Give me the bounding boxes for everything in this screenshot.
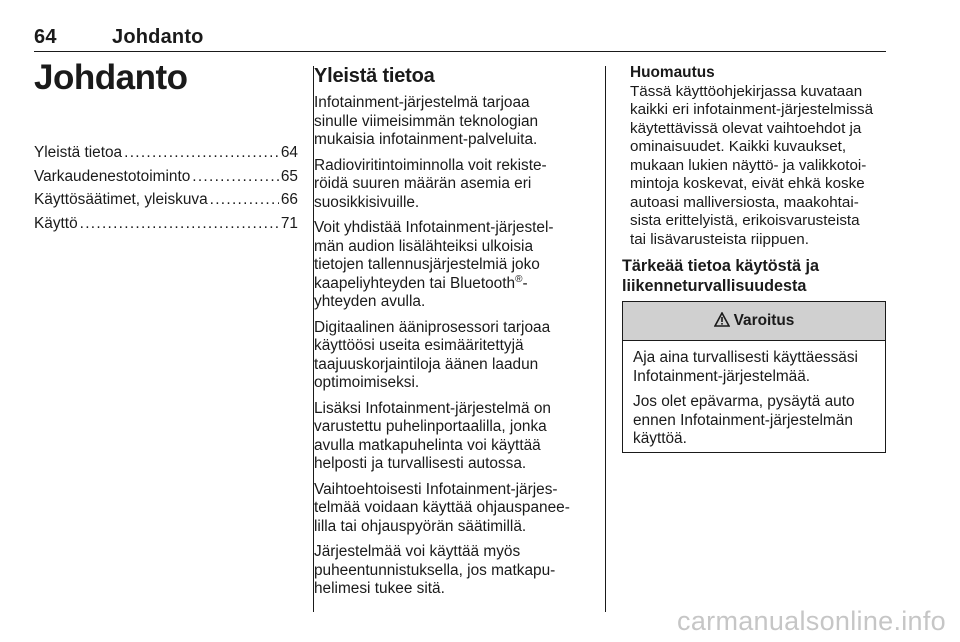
page-number: 64 [34,26,57,48]
paragraph [314,543,590,599]
text-line: tietojen tallennusjärjestelmiä joko [314,256,540,273]
text-line: avulla matkapuhelinta voi käyttää [314,436,541,454]
text-line: Tässä käyttöohjekirjassa kuvataan [630,82,863,100]
subheading-safety [622,257,898,296]
text-line: käyttöä. [633,430,687,447]
text-line: mukaisia infotainment-palveluita. [314,131,538,148]
warning-title: Varoitus [733,312,795,329]
paragraph [314,219,590,312]
text-line: ennen Infotainment-järjestelmän [633,411,853,429]
warning-body [623,341,885,449]
text-line: Aja aina turvallisesti käyttäessäsi [633,349,858,366]
warning-paragraph [633,393,875,449]
toc-entry[interactable] [34,168,298,192]
warning-paragraph [633,349,875,386]
text-line: Lisäksi Infotainment-järjestelmä on [314,399,551,417]
warning-triangle-icon [714,312,730,332]
column-divider-2 [605,66,606,612]
text-line: Radioviritintoiminnolla voit rekiste- [314,156,547,174]
paragraph [314,157,590,213]
toc-dot-leader [80,215,279,233]
text-line: mukaan lukien näyttö- ja valikkotoi- [630,156,867,174]
toc-entry-page: 71 [280,214,298,232]
toc-entry[interactable] [34,215,298,239]
text-line: Infotainment-järjestelmä tarjoaa [314,94,530,111]
toc-entry-label: Käyttö [34,214,78,232]
toc-dot-leader [192,168,279,186]
toc-entry-label: Yleistä tietoa [34,144,123,161]
text-line: ominaisuudet. Kaikki kuvaukset, [630,138,847,155]
note-title: Huomautus [630,64,715,81]
text-line: käyttöösi useita esimääritettyjä [314,337,524,354]
text-line: käytettävissä olevat vaihtoehdot ja [630,119,862,137]
text-line: lilla tai ohjauspyörän säätimillä. [314,517,527,535]
note-text [630,83,894,250]
toc-dot-leader [124,144,279,162]
text-line: kaapeliyhteyden tai Bluetooth®- [314,273,528,292]
section-title: Yleistä tietoa [314,65,435,87]
text-line: män audion lisälähteiksi ulkoisia [314,237,534,255]
paragraph [314,319,590,393]
paragraph [314,481,590,537]
text-line: taajuuskorjaintiloja äänen laadun [314,355,539,373]
text-line: suosikkisivuille. [314,193,420,211]
table-of-contents [34,144,298,238]
text-line: Voit yhdistää Infotainment-järjestel- [314,219,554,236]
text-line: telmää voidaan käyttää ohjauspanee- [314,499,570,516]
text-line: Järjestelmää voi käyttää myös [314,543,521,560]
text-line: helposti ja turvallisesti autossa. [314,455,527,472]
running-title: Johdanto [112,26,204,48]
note-block [630,64,894,249]
toc-entry-label: Varkaudenestotoiminto [34,167,191,185]
section-body [314,94,590,599]
toc-entry-page: 65 [280,167,298,185]
text-line: Infotainment-järjestelmää. [633,367,811,385]
toc-entry-page: 66 [280,191,298,208]
text-line: yhteyden avulla. [314,293,426,310]
text-line: Jos olet epävarma, pysäytä auto [633,393,855,410]
text-line: sista erittelyistä, erikoisvarusteista [630,212,860,229]
paragraph [314,400,590,474]
text-line: tai lisävarusteista riippuen. [630,230,809,248]
text-line: optimoimiseksi. [314,374,420,391]
header-rule [34,51,886,52]
toc-entry[interactable] [34,144,298,168]
text-line: mintoja koskevat, eivät ehkä koske [630,175,865,192]
text-line: Tärkeää tietoa käytöstä ja [622,257,820,275]
chapter-title: Johdanto [34,58,188,97]
text-line: röidä suuren määrän asemia eri [314,175,532,192]
paragraph [314,94,590,150]
text-line: Digitaalinen ääniprosessori tarjoaa [314,318,551,336]
text-line: Vaihtoehtoisesti Infotainment-järjes- [314,480,558,498]
toc-dot-leader [210,191,279,209]
warning-box [622,301,886,453]
text-line: helimesi tukee sitä. [314,580,445,597]
warning-header [623,302,885,341]
text-line: puheentunnistuksella, jos matkapu- [314,561,556,579]
text-line: kaikki eri infotainment-järjestelmissä [630,101,874,118]
text-line: autoasi malliversiosta, maakohtai- [630,193,859,211]
text-line: sinulle viimeisimmän teknologian [314,112,539,130]
column-general-info [314,64,590,606]
text-line: varustettu puhelinportaalilla, jonka [314,418,547,435]
text-line: liikenneturvallisuudesta [622,276,807,295]
toc-entry-label: Käyttösäätimet, yleiskuva [34,191,208,208]
watermark: carmanualsonline.info [677,606,946,636]
column-notes [622,64,898,306]
toc-entry-page: 64 [280,144,298,161]
toc-entry[interactable] [34,191,298,215]
